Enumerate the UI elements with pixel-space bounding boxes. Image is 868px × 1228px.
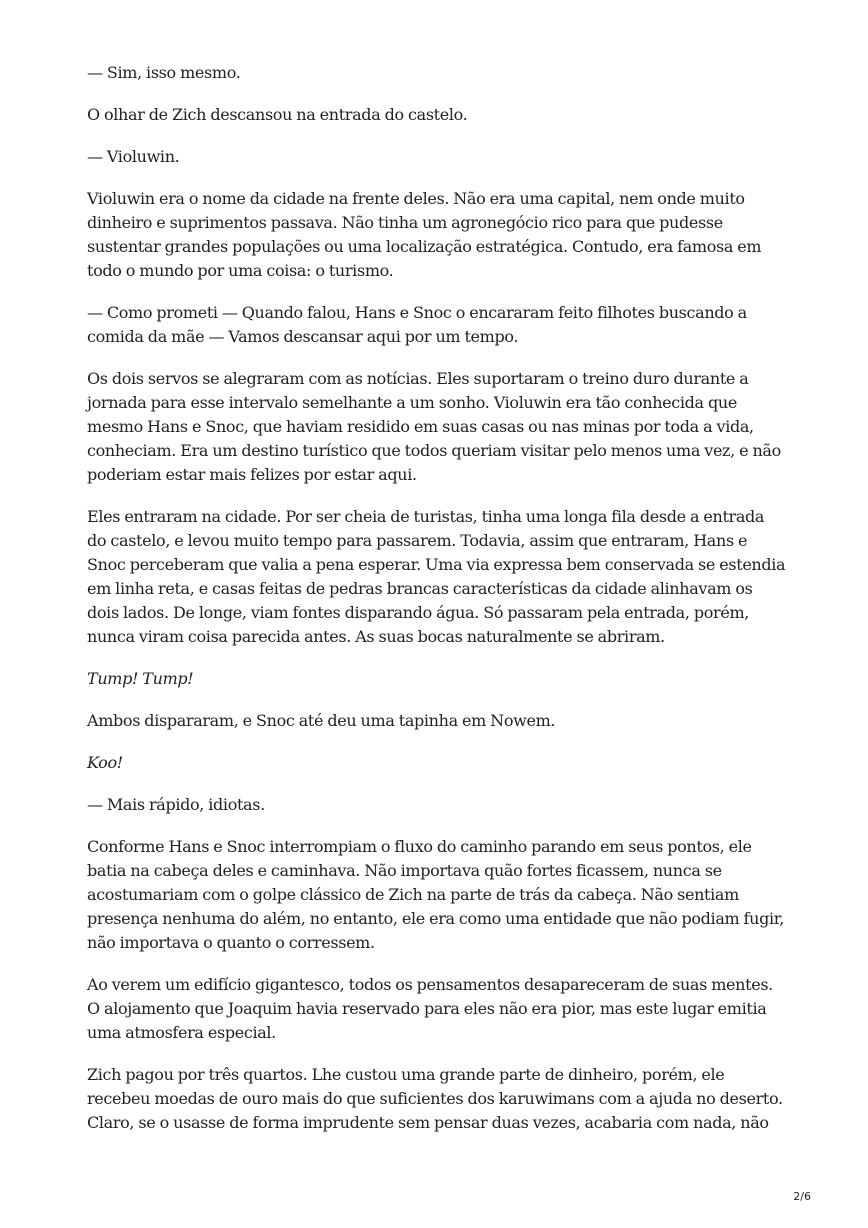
- paragraph: Os dois servos se alegraram com as notícias. Eles suportaram o treino duro durante a jornada para esse intervalo semelhante a um sonho. Violuwin era tão conhecida que mesmo Hans e Snoc, que haviam residido em suas casas ou nas minas por toda a vida, conheciam. Era um destino turístico que todos queriam visitar pelo menos uma vez, e não poderiam estar mais felizes por estar aqui.: [87, 369, 781, 484]
- paragraph: Eles entraram na cidade. Por ser cheia de turistas, tinha uma longa fila desde a entrada do castelo, e levou muito tempo para passarem. Todavia, assim que entraram, Hans e Snoc perceberam que valia a pena esperar. Uma via expressa bem conservada se estendia em linha reta, e casas feitas de pedras brancas características da cidade alinhavam os dois lados. De longe, viam fontes disparando água. Só passaram pela entrada, porém, nunca viram coisa parecida antes. As suas bocas naturalmente se abriram.: [87, 507, 786, 646]
- paragraph: Zich pagou por três quartos. Lhe custou uma grande parte de dinheiro, porém, ele recebeu moedas de ouro mais do que suficientes dos karuwimans com a ajuda no deserto. Claro, se o usasse de forma imprudente sem pensar duas vezes, acabaria com nada, não: [87, 1065, 783, 1132]
- paragraph: Violuwin era o nome da cidade na frente deles. Não era uma capital, nem onde muito dinheiro e suprimentos passava. Não tinha um agronegócio rico para que pudesse sustentar grandes populações ou uma localização estratégica. Contudo, era famosa em todo o mundo por uma coisa: o turismo.: [87, 189, 762, 280]
- paragraph-italic: Koo!: [87, 753, 123, 772]
- paragraph: — Como prometi — Quando falou, Hans e Snoc o encararam feito filhotes buscando a comida da mãe — Vamos descansar aqui por um tempo.: [87, 303, 747, 346]
- paragraph: Ambos dispararam, e Snoc até deu uma tapinha em Nowem.: [87, 711, 556, 730]
- paragraph: — Mais rápido, idiotas.: [87, 795, 265, 814]
- paragraph: — Sim, isso mesmo.: [87, 63, 241, 82]
- paragraph: Conforme Hans e Snoc interrompiam o fluxo do caminho parando em seus pontos, ele batia na cabeça deles e caminhava. Não importava quão fortes ficassem, nunca se acostumariam com o golpe clássico de Zich na parte de trás da cabeça. Não sentiam presença nenhuma do além, no entanto, ele era como uma entidade que não podiam fugir, não importava o quanto o corressem.: [87, 837, 785, 952]
- page-number: 2/6: [793, 1190, 811, 1203]
- paragraph-italic: Tump! Tump!: [87, 669, 194, 688]
- document-body: [87, 61, 787, 1153]
- paragraph: O olhar de Zich descansou na entrada do castelo.: [87, 105, 468, 124]
- paragraph: — Violuwin.: [87, 147, 180, 166]
- paragraph: Ao verem um edifício gigantesco, todos os pensamentos desapareceram de suas mentes. O alojamento que Joaquim havia reservado para eles não era pior, mas este lugar emitia uma atmosfera especial.: [87, 975, 773, 1042]
